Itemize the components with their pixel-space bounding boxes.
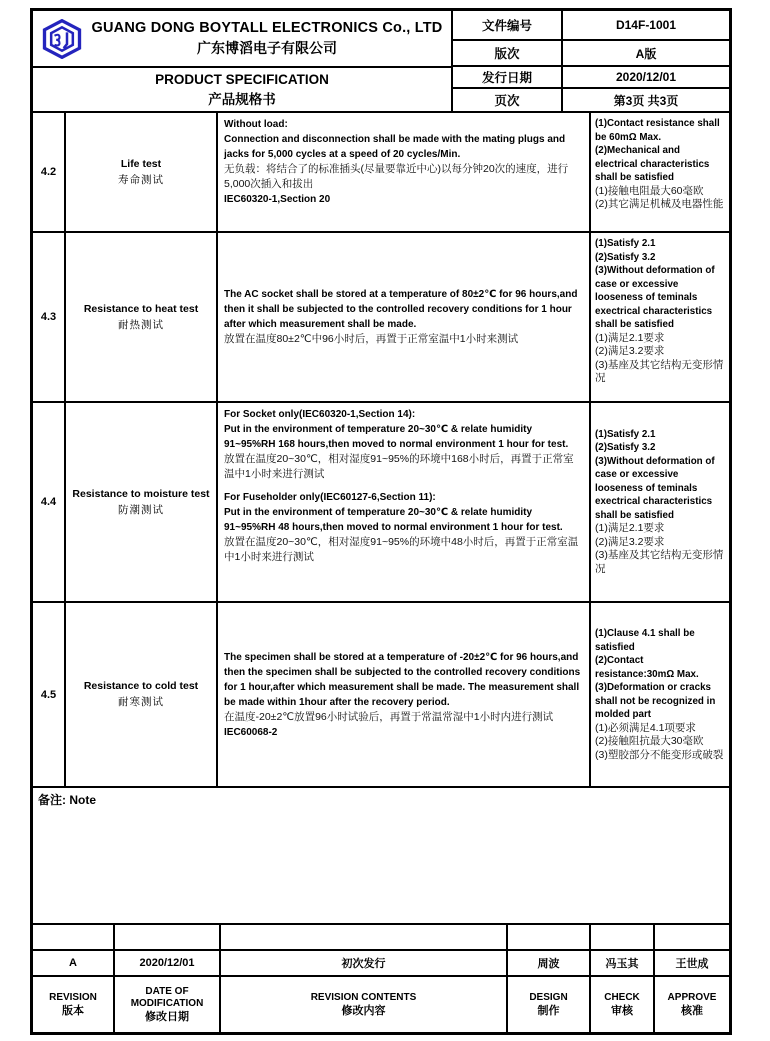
company-block	[33, 11, 451, 68]
document-title-zh: 产品规格书	[208, 91, 276, 107]
test-name-en: Resistance to moisture test	[72, 487, 210, 500]
text-line: For Fuseholder only(IEC60127-6,Section 11):	[224, 492, 436, 503]
text-line: Put in the environment of temperature 20~30℃ & relate humidity 91~95%RH 168 hours,then moved to normal environment 1 hour for test.	[224, 424, 569, 450]
document-title-en: PRODUCT SPECIFICATION	[155, 71, 329, 87]
meta-row-doc-number	[453, 11, 729, 41]
test-name-en: Resistance to cold test	[83, 680, 199, 692]
revision-col-header-en: DATE OF MODIFICATION	[130, 985, 204, 1009]
test-name-zh: 防潮测试	[118, 503, 164, 516]
company-name-zh: 广东博滔电子有限公司	[197, 39, 337, 56]
meta-row-issue-date	[453, 67, 729, 89]
header-left	[33, 11, 453, 111]
revision-col-header-zh: 制作	[537, 1004, 560, 1017]
text-line: Put in the environment of temperature 20~30℃ & relate humidity 91~95%RH 48 hours,then moved to normal environment 1 hour for test.	[224, 507, 563, 533]
test-requirements	[591, 403, 729, 601]
test-name	[66, 603, 218, 786]
revision-entry-row	[33, 951, 729, 977]
document-title-block	[33, 68, 451, 111]
text-line: Connection and disconnection shall be made with the mating plugs and jacks for 5,000 cycles at a speed of 20 cycles/Min.	[224, 134, 566, 160]
test-name	[66, 233, 218, 401]
test-number: 4.3	[33, 233, 66, 401]
revision-col-header-en: REVISION	[49, 991, 97, 1003]
note-label: 备注: Note	[38, 793, 96, 807]
revision-empty-cell	[115, 925, 221, 949]
text-line: (2)Mechanical and electrical characteristics shall be satisfied	[595, 145, 710, 183]
meta-value: D14F-1001	[615, 18, 677, 32]
text-line: 放置在温度20~30℃，相对湿度91~95%的环境中48小时后，再置于正常室温中1小时来进行测试	[224, 536, 579, 563]
revision-col-header-en: CHECK	[604, 991, 640, 1003]
test-name-zh: 耐热测试	[118, 318, 164, 331]
test-name-en: Resistance to heat test	[83, 302, 199, 315]
text-line	[224, 482, 583, 490]
test-description	[218, 113, 591, 231]
meta-value: 2020/12/01	[615, 70, 677, 84]
text-line: (3)基座及其它结构无变形情况	[595, 358, 724, 384]
text-line: IEC60068-2	[224, 726, 278, 738]
test-name-en: Life test	[120, 157, 162, 170]
revision-col-header-zh: 审核	[611, 1004, 633, 1017]
revision-date: 2020/12/01	[115, 951, 221, 975]
revision-col-header-zh: 版本	[62, 1004, 84, 1017]
table-row-moisture-test	[33, 403, 729, 603]
text-line: (1)满足2.1要求	[595, 522, 665, 535]
test-description	[218, 233, 591, 401]
text-line: The AC socket shall be stored at a temperature of 80±2℃ for 96 hours,and then it shall be subjected to the controlled recovery conditions for 1 hour after which measurement shall be made.	[224, 289, 578, 330]
test-name	[66, 403, 218, 601]
text-line: (2)接触阻抗最大30毫欧	[595, 735, 704, 747]
text-line: (2)满足3.2要求	[595, 535, 665, 548]
revision-design: 周波	[508, 951, 591, 975]
text-line: (2)其它满足机械及电器性能	[595, 198, 724, 210]
text-line: (1)Contact resistance shall be 60mΩ Max.	[595, 118, 720, 143]
header-meta-table	[453, 11, 729, 111]
text-line: (2)满足3.2要求	[595, 345, 665, 357]
text-line: IEC60320-1,Section 20	[224, 194, 331, 205]
text-line: (1)Clause 4.1 shall be satisfied	[595, 628, 695, 653]
revision-check: 冯玉其	[591, 951, 655, 975]
text-line: (3)Without deformation of case or excessive looseness of teminals exectrical characteristics shall be satisfied	[595, 265, 715, 330]
revision-empty-row	[33, 925, 729, 951]
revision-header-row	[33, 977, 729, 1032]
text-line: 在温度-20±2℃放置96小时试验后，再置于常温常湿中1小时内进行测试	[224, 710, 554, 723]
meta-label: 发行日期	[453, 67, 563, 87]
text-line: Without load:	[224, 119, 288, 130]
test-number: 4.5	[33, 603, 66, 786]
test-requirements	[591, 233, 729, 401]
revision-col-header-zh: 核准	[681, 1004, 703, 1017]
revision-empty-cell	[508, 925, 591, 949]
revision-col-header-zh: 修改日期	[145, 1010, 189, 1023]
text-line: The specimen shall be stored at a temperature of -20±2℃ for 96 hours,and then the specimen shall be subjected to the controlled recovery conditions for 1 hour,after which measurement shall be made. The measurement shall be made within 1hour after the recovery period.	[224, 651, 581, 708]
text-line: For Socket only(IEC60320-1,Section 14):	[224, 409, 416, 420]
test-number: 4.2	[33, 113, 66, 231]
company-name-en: GUANG DONG BOYTALL ELECTRONICS Co., LTD	[91, 19, 443, 36]
table-row-cold-test	[33, 603, 729, 788]
meta-label: 文件编号	[453, 11, 563, 39]
revision-empty-cell	[655, 925, 729, 949]
text-line: (3)Deformation or cracks shall not be recognized in molded part	[595, 682, 716, 720]
text-line: (1)Satisfy 2.1	[595, 238, 656, 249]
text-line: 放置在温度80±2℃中96小时后，再置于正常室温中1小时来测试	[224, 333, 519, 345]
text-line: (3)Without deformation of case or excessive looseness of teminals exectrical characteristics shall be satisfied	[595, 455, 715, 521]
revision-col-header	[591, 977, 655, 1032]
revision-rev: A	[33, 951, 115, 975]
revision-contents: 初次发行	[221, 951, 508, 975]
test-name	[66, 113, 218, 231]
company-names	[92, 20, 443, 58]
revision-col-header-en: REVISION CONTENTS	[310, 991, 417, 1003]
text-line: (2)Satisfy 3.2	[595, 442, 656, 454]
test-name-zh: 耐寒测试	[118, 696, 164, 708]
text-line: (1)满足2.1要求	[595, 331, 665, 344]
test-number: 4.4	[33, 403, 66, 601]
text-line: (1)接触电阻最大60毫欧	[595, 184, 704, 197]
document-header	[33, 11, 729, 113]
revision-col-header	[221, 977, 508, 1032]
revision-col-header	[33, 977, 115, 1032]
table-row-life-test	[33, 113, 729, 233]
revision-col-header	[508, 977, 591, 1032]
test-name-zh: 寿命测试	[118, 173, 164, 186]
revision-col-header-en: APPROVE	[667, 991, 717, 1003]
revision-col-header-en: DESIGN	[529, 991, 568, 1003]
text-line: (3)塑胶部分不能变形或破裂	[595, 748, 724, 761]
text-line: 放置在温度20~30℃，相对湿度91~95%的环境中168小时后，再置于正常室温中1小时来进行测试	[224, 453, 574, 480]
company-logo-icon	[42, 19, 82, 59]
text-line: 无负载：将结合了的标准插头(尽量要靠近中心)以每分钟20次的速度，进行5,000次插入和拔出	[224, 163, 569, 190]
test-requirements	[591, 113, 729, 231]
text-line: (1)Satisfy 2.1	[595, 428, 656, 440]
revision-empty-cell	[591, 925, 655, 949]
revision-col-header	[655, 977, 729, 1032]
test-requirements	[591, 603, 729, 786]
revision-empty-cell	[33, 925, 115, 949]
revision-col-header	[115, 977, 221, 1032]
revision-empty-cell	[221, 925, 508, 949]
meta-value: A版	[635, 46, 657, 61]
revision-approve: 王世成	[675, 958, 709, 970]
spec-document-frame	[30, 8, 732, 1035]
meta-row-edition	[453, 41, 729, 67]
meta-label: 版次	[453, 41, 563, 65]
meta-row-page-number	[453, 89, 729, 111]
text-line: (2)Contact resistance:30mΩ Max.	[595, 655, 699, 680]
table-row-heat-test	[33, 233, 729, 403]
test-description	[218, 603, 591, 786]
revision-col-header-zh: 修改内容	[341, 1004, 386, 1017]
meta-label: 页次	[453, 89, 563, 111]
text-line: (2)Satisfy 3.2	[595, 251, 656, 263]
note-section	[33, 788, 729, 925]
meta-value: 第3页 共3页	[613, 93, 679, 108]
revision-table	[33, 925, 729, 1032]
text-line: (1)必须满足4.1项要求	[595, 721, 696, 734]
text-line: (3)基座及其它结构无变形情况	[595, 549, 724, 575]
test-description	[218, 403, 591, 601]
